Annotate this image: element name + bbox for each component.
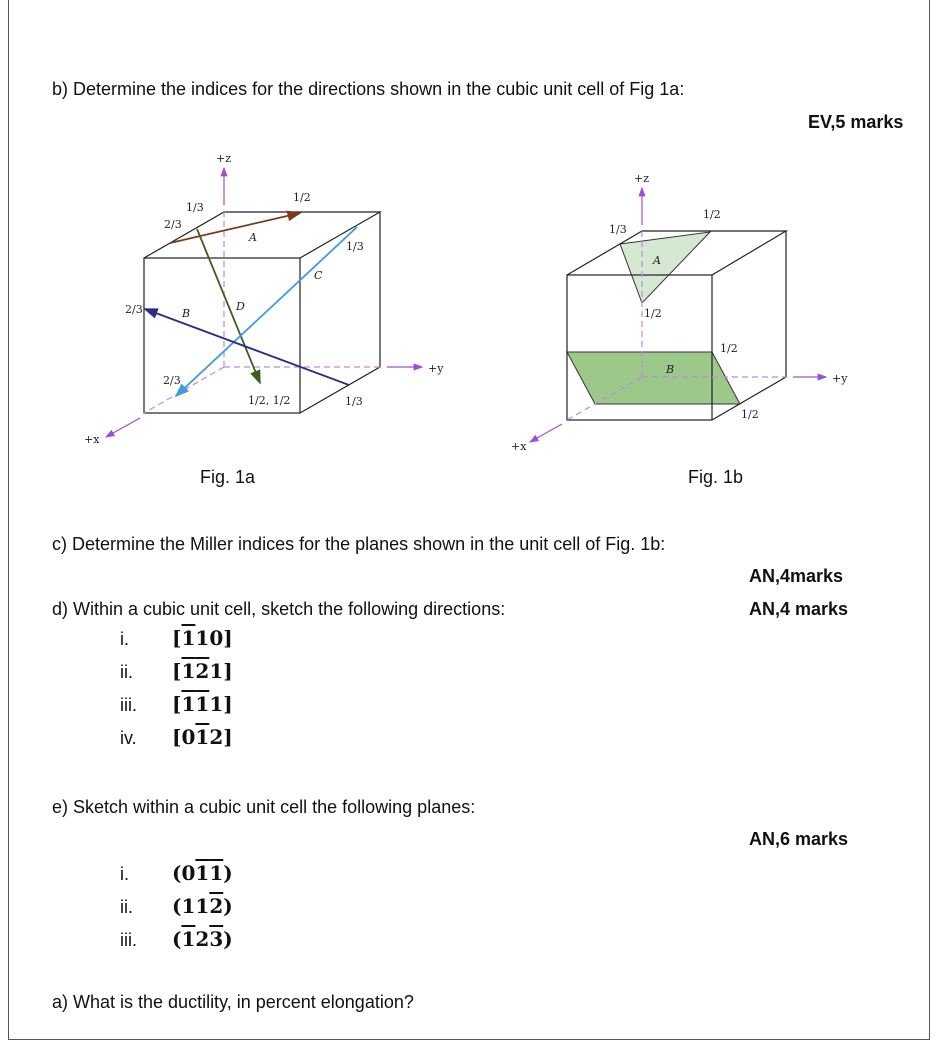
axis-x-label: +x [511,440,527,453]
index-digit: 1 [195,894,210,918]
marks-e: AN,6 marks [749,829,849,849]
index-digit-negative: 1 [181,659,196,683]
index-digit-negative: 1 [195,725,210,749]
vector-c-label: C [314,269,323,282]
marks-d: AN,4 marks [749,599,849,619]
axis-z-label: +z [216,152,232,165]
list-number: ii. [120,662,133,682]
fig1a-caption: Fig. 1a [200,467,256,487]
frac-label: 1/3 [186,201,204,214]
index-digit-negative: 1 [209,861,224,885]
list-number: i. [120,629,129,649]
frac-label: 2/3 [163,374,181,387]
axis-y-label: +y [428,362,444,375]
index-digit: 1 [195,626,210,650]
miller-index [172,725,233,749]
axis-z-label: +z [634,172,650,185]
vector-c [176,227,357,396]
index-digit: 0 [181,725,196,749]
index-digit-negative: 2 [195,659,210,683]
frac-label: 1/2, 1/2 [248,394,291,407]
frac-label: 1/3 [345,395,363,408]
miller-index [172,927,233,951]
bracket-open: [ [172,725,182,749]
frac-label: 1/2 [293,191,311,204]
miller-index [172,861,233,885]
list-number: iii. [120,930,137,950]
index-digit-negative: 3 [209,927,224,951]
bracket-close: ) [223,861,233,885]
index-digit: 1 [181,894,196,918]
index-digit-negative: 1 [195,861,210,885]
marks-b: EV,5 marks [808,112,904,132]
bracket-close: ) [223,927,233,951]
bracket-open: ( [172,861,182,885]
fig1b-caption: Fig. 1b [688,467,744,487]
frac-label: 1/3 [609,223,627,236]
frac-label: 1/2 [741,408,759,421]
index-digit-negative: 1 [195,692,210,716]
bracket-close: ] [223,725,233,749]
index-digit: 1 [209,692,224,716]
question-d: d) Within a cubic unit cell, sketch the following directions: [52,599,506,619]
bracket-open: [ [172,659,182,683]
vector-d-label: D [236,300,245,313]
bracket-close: ] [223,692,233,716]
index-digit: 0 [209,626,224,650]
frac-label: 1/2 [720,342,738,355]
index-digit-negative: 1 [181,927,196,951]
index-digit-negative: 1 [181,692,196,716]
plane-a-label: A [653,254,661,267]
plane-b [567,352,740,404]
plane-a [620,232,710,303]
question-b: b) Determine the indices for the directions shown in the cubic unit cell of Fig 1a: [52,79,685,99]
index-digit: 1 [209,659,224,683]
vector-a [170,213,300,243]
list-number: iii. [120,695,137,715]
miller-index [172,626,233,650]
frac-label: 1/2 [644,307,662,320]
bracket-open: [ [172,692,182,716]
vector-b-label: B [182,307,191,320]
frac-label: 1/2 [703,208,721,221]
frac-label: 2/3 [125,303,143,316]
list-number: i. [120,864,129,884]
bracket-open: [ [172,626,182,650]
question-e: e) Sketch within a cubic unit cell the following planes: [52,797,476,817]
list-number: ii. [120,897,133,917]
index-digit-negative: 1 [181,626,196,650]
question-c: c) Determine the Miller indices for the planes shown in the unit cell of Fig. 1b: [52,534,666,554]
bracket-close: ] [223,659,233,683]
frac-label: 1/3 [346,240,364,253]
miller-index [172,894,233,918]
vector-a-label: A [249,231,257,244]
axis-y-label: +y [832,372,848,385]
index-digit-negative: 2 [209,894,224,918]
frac-label: 2/3 [164,218,182,231]
vector-d [197,229,260,383]
bracket-open: ( [172,894,182,918]
bracket-close: ) [223,894,233,918]
plane-b-label: B [666,363,675,376]
miller-index [172,659,233,683]
bracket-open: ( [172,927,182,951]
axis-x-label: +x [84,433,100,446]
bracket-close: ] [223,626,233,650]
marks-c: AN,4marks [749,566,844,586]
miller-index [172,692,233,716]
index-digit: 2 [209,725,224,749]
list-number: iv. [120,728,137,748]
question-a: a) What is the ductility, in percent elongation? [52,992,414,1012]
index-digit: 0 [181,861,196,885]
index-digit: 2 [195,927,210,951]
